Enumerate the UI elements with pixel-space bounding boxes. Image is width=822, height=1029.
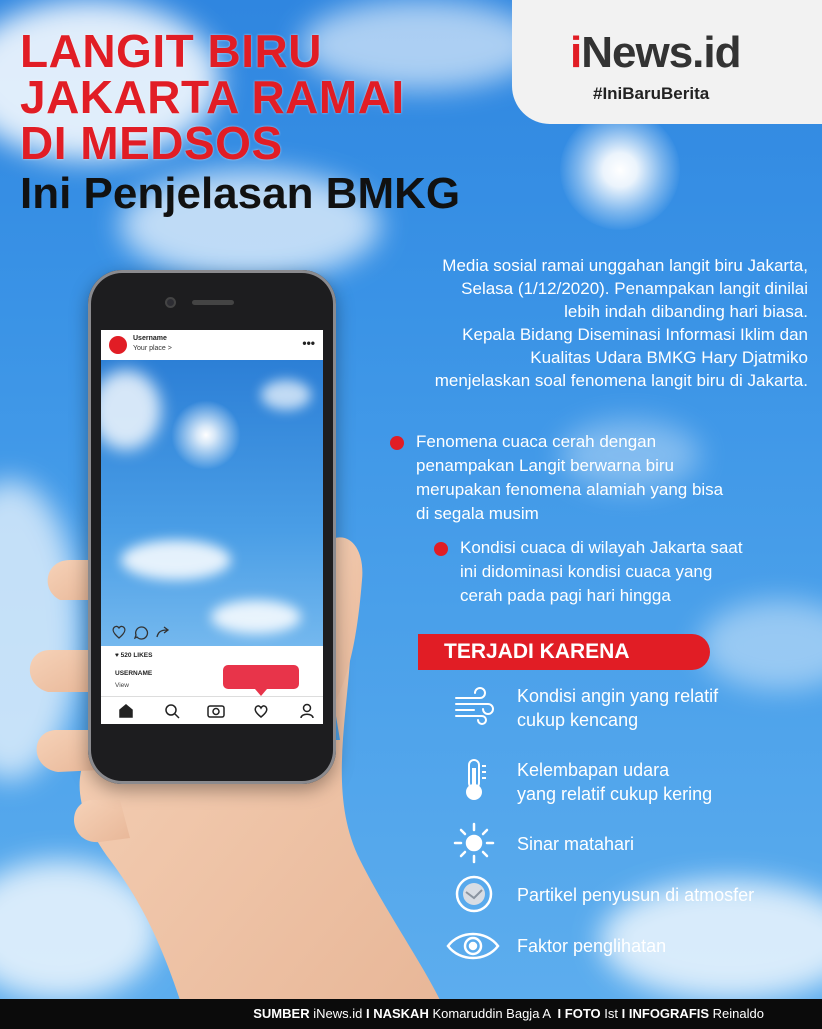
post-username[interactable]: Username	[133, 335, 167, 342]
inews-logo: iNews.id	[570, 28, 741, 77]
post-place[interactable]: Your place >	[133, 345, 172, 352]
headline-line-3: DI MEDSOS	[20, 117, 283, 169]
post-photo	[101, 360, 323, 646]
home-icon[interactable]	[120, 705, 132, 717]
comment-icon[interactable]	[135, 627, 147, 639]
view-comments-link[interactable]: View	[115, 682, 129, 689]
bottom-nav	[101, 696, 323, 724]
sun-glow	[560, 110, 680, 230]
like-count: ♥ 520 LIKES	[115, 652, 153, 659]
post-header	[101, 330, 323, 360]
bullet-dot	[390, 436, 404, 450]
reason-vision: Faktor penglihatan	[517, 936, 667, 956]
front-camera	[165, 297, 176, 308]
tagline: #IniBaruBerita	[593, 84, 710, 103]
section-label: TERJADI KARENA	[418, 634, 710, 670]
bullet-2: Kondisi cuaca di wilayah Jakarta saat ini didominasi kondisi cuaca yang cerah pada pagi hari hingga	[460, 538, 743, 605]
avatar[interactable]	[109, 336, 127, 354]
reason-humidity: Kelembapan udara yang relatif cukup kering	[517, 760, 713, 804]
profile-icon[interactable]	[301, 705, 313, 719]
headline	[20, 25, 461, 220]
reason-sunlight: Sinar matahari	[517, 834, 635, 854]
headline-line-1: LANGIT BIRU	[20, 25, 322, 77]
activity-icon[interactable]	[255, 706, 267, 717]
camera-icon[interactable]	[208, 706, 224, 717]
post-actions	[111, 624, 191, 640]
headline-line-2: JAKARTA RAMAI	[20, 71, 405, 123]
phone-screen	[101, 330, 323, 724]
search-icon[interactable]	[166, 705, 179, 718]
like-icon[interactable]	[113, 626, 125, 638]
more-options-icon[interactable]: •••	[302, 336, 315, 350]
credits-footer: SUMBER iNews.id I NASKAH Komaruddin Bagja A I FOTO Ist I INFOGRAFIS Reinaldo	[0, 999, 822, 1029]
notification-bubble	[223, 665, 299, 689]
headline-subtitle: Ini Penjelasan BMKG	[20, 169, 461, 218]
intro-paragraph: Media sosial ramai unggahan langit biru Jakarta, Selasa (1/12/2020). Penampakan langit dinilai lebih indah dibanding hari biasa. Kepala Bidang Diseminasi Informasi Iklim dan Kualitas Udara BMKG Hary Djatmiko menjelaskan soal fenomena langit biru di Jakarta.	[434, 256, 808, 390]
phone-speaker	[192, 300, 234, 305]
reason-wind: Kondisi angin yang relatif cukup kencang	[517, 686, 719, 730]
bullet-1: Fenomena cuaca cerah dengan penampakan Langit berwarna biru merupakan fenomena alamiah yang bisa di segala musim	[416, 432, 724, 523]
reason-particles: Partikel penyusun di atmosfer	[517, 885, 755, 905]
share-icon[interactable]	[157, 627, 168, 637]
caption-username[interactable]: USERNAME	[115, 670, 153, 677]
